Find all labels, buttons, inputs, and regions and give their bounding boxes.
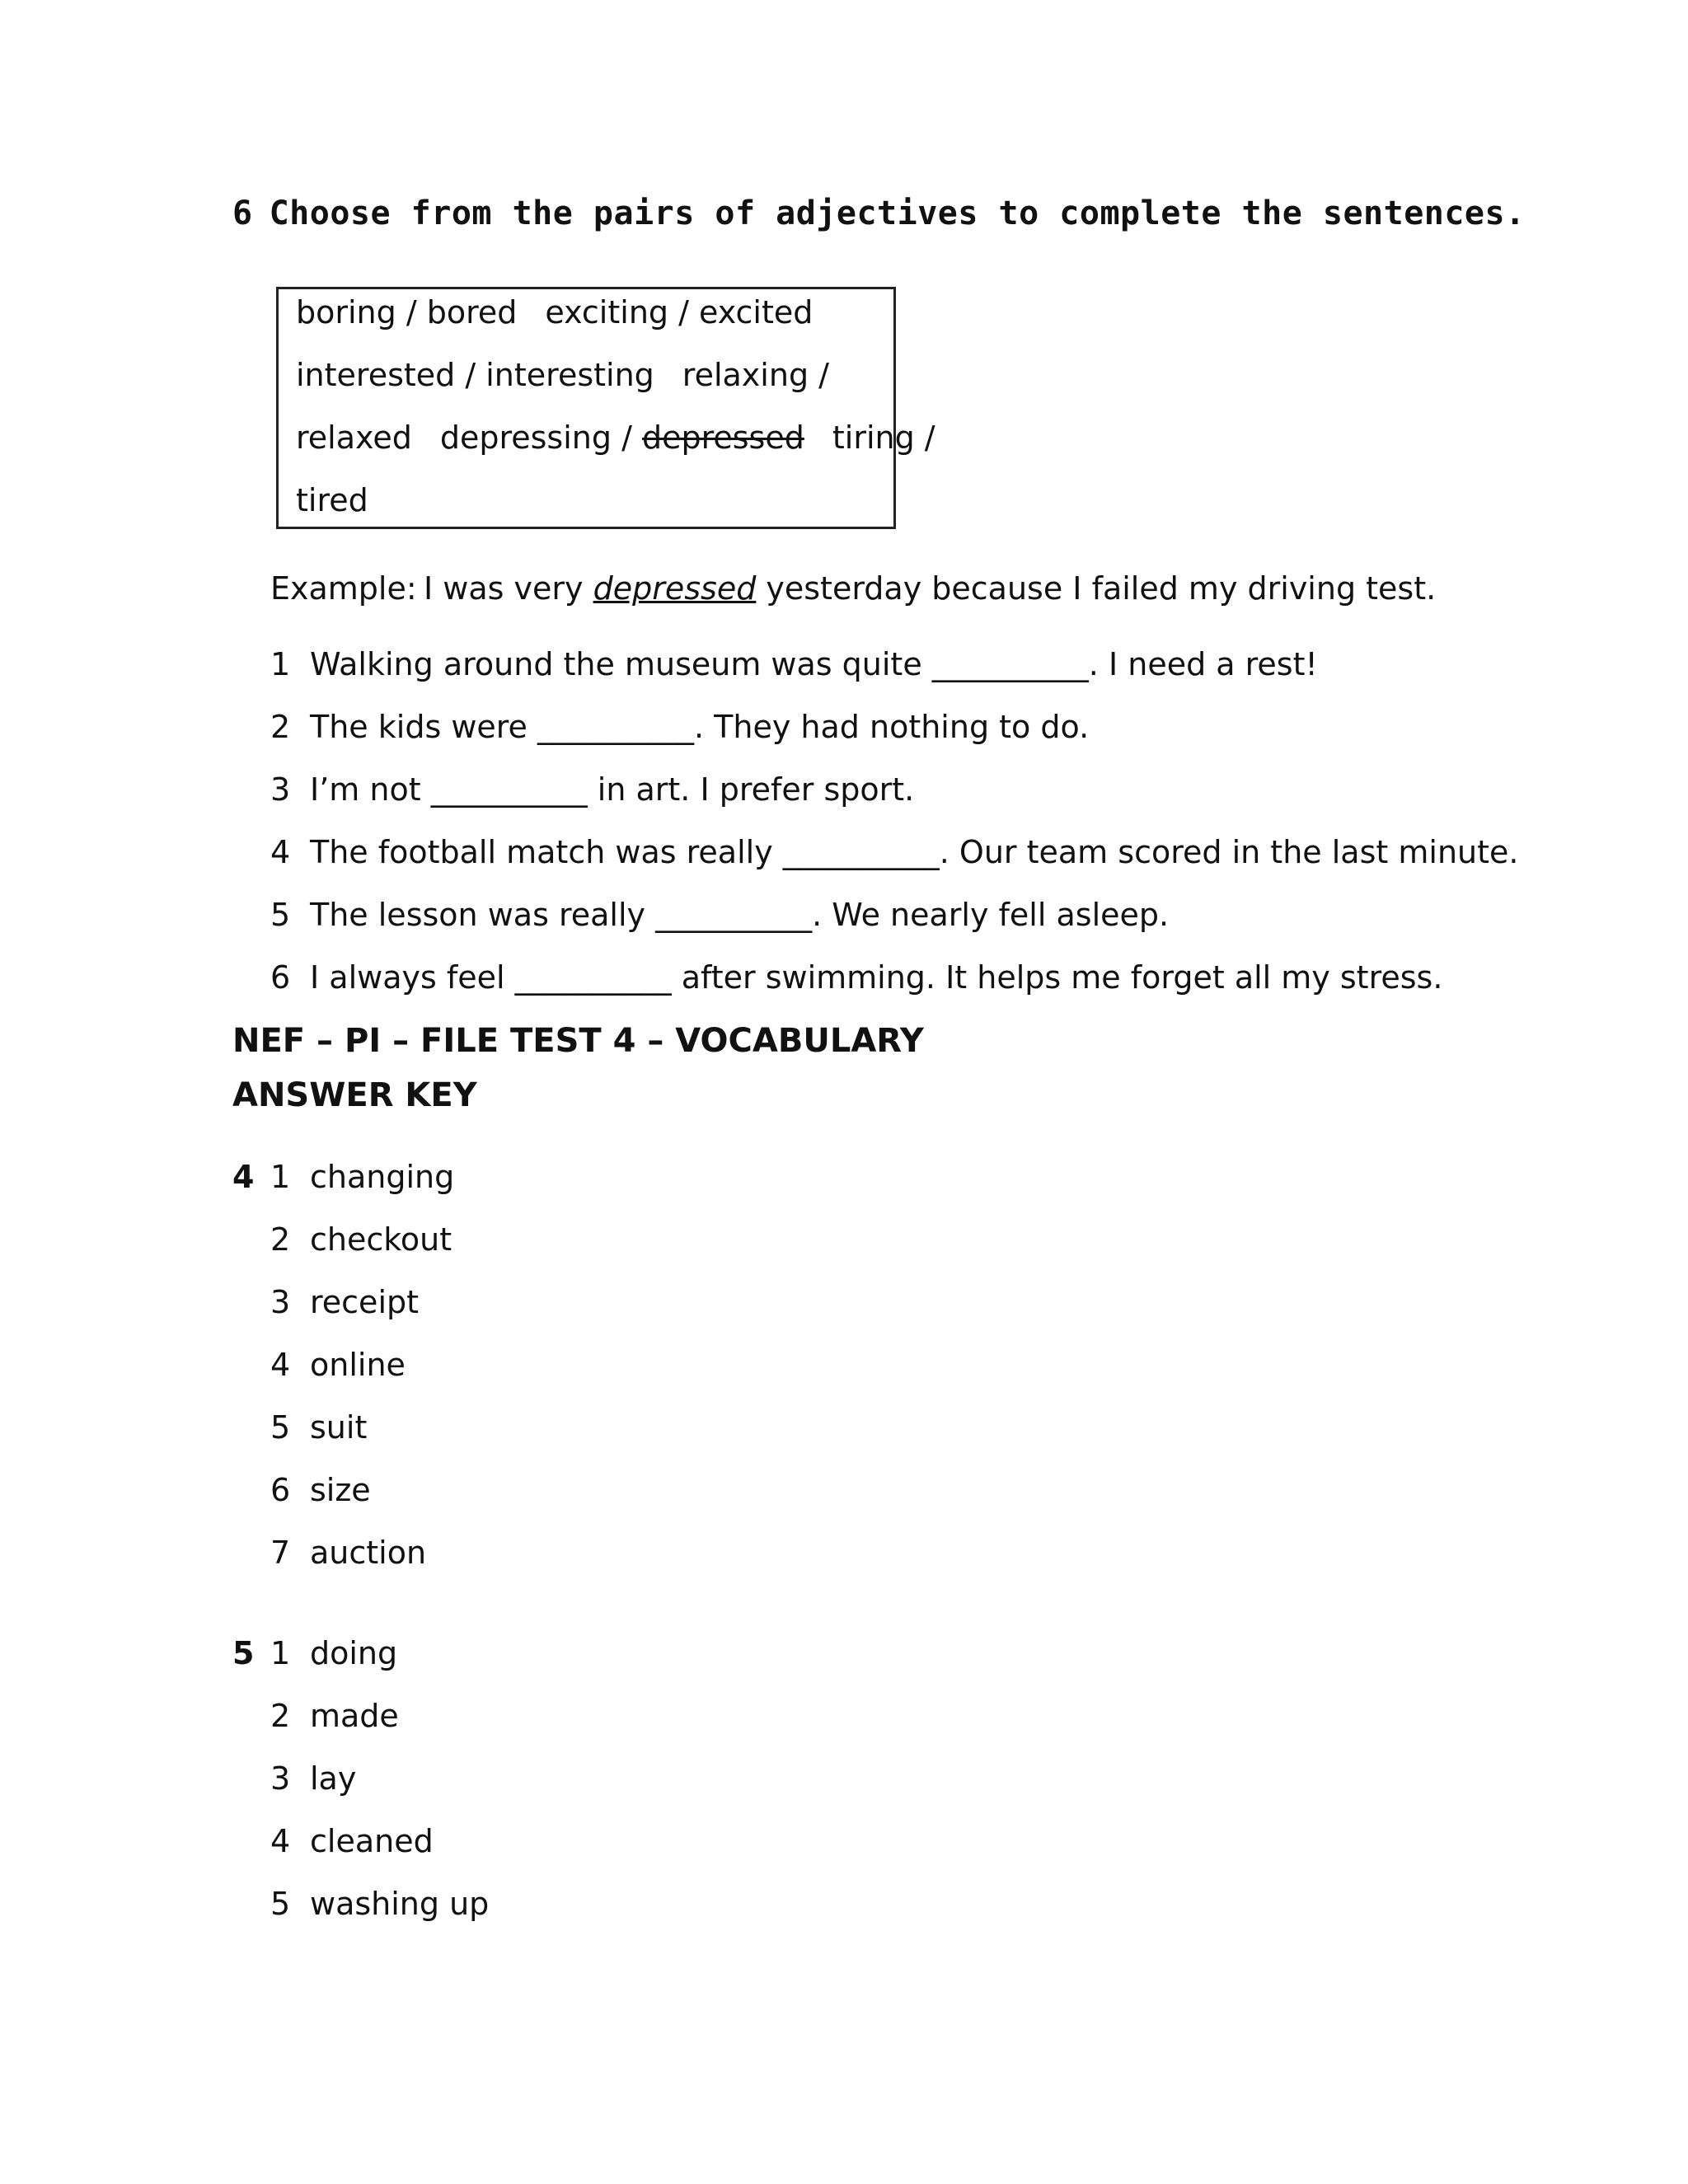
answer-key-title: NEF – PI – FILE TEST 4 – VOCABULARY — [232, 1022, 924, 1060]
word-box-line — [296, 357, 829, 393]
example-sentence — [270, 570, 1436, 607]
answer-number: 5 — [270, 1886, 291, 1922]
question-item — [270, 834, 1518, 870]
question-number: 2 — [270, 709, 291, 745]
answer-key-item — [232, 1823, 434, 1859]
answer-number: 4 — [270, 1347, 291, 1383]
crossed-out-word: depressed — [641, 419, 804, 456]
example-answer: depressed — [593, 570, 757, 607]
word-box-line — [296, 294, 813, 330]
answer-text: auction — [310, 1535, 427, 1571]
answer-number: 3 — [270, 1284, 291, 1320]
answer-key-item — [232, 1347, 406, 1383]
question-number: 3 — [270, 771, 291, 808]
question-item — [270, 709, 1089, 745]
answer-key-item — [232, 1284, 419, 1320]
question-number: 6 — [270, 959, 291, 996]
answer-number: 1 — [270, 1635, 291, 1671]
answer-key-item — [232, 1159, 454, 1195]
answer-text: checkout — [310, 1221, 452, 1258]
word-pair: boring / bored — [296, 294, 518, 330]
answer-text: doing — [310, 1635, 398, 1671]
answer-number: 6 — [270, 1472, 291, 1508]
answer-number: 2 — [270, 1221, 291, 1258]
question-text: I’m not __________ in art. I prefer sport. — [310, 771, 915, 808]
answer-number: 2 — [270, 1698, 291, 1734]
question-item — [270, 959, 1442, 996]
answer-number: 7 — [270, 1535, 291, 1571]
word-pair: depressing / — [439, 419, 632, 456]
word-box-line — [296, 419, 935, 456]
word-pair: relaxing / — [682, 357, 829, 393]
exercise-heading — [232, 194, 1526, 232]
answer-text: washing up — [310, 1886, 490, 1922]
question-text: I always feel __________ after swimming. It helps me forget all my stress. — [310, 959, 1443, 996]
answer-group-number: 4 — [232, 1159, 255, 1195]
answer-number: 4 — [270, 1823, 291, 1859]
question-text: The lesson was really __________. We nearly fell asleep. — [310, 897, 1170, 933]
example-text-before: I was very — [424, 570, 593, 607]
answer-text: size — [310, 1472, 371, 1508]
exercise-number: 6 — [232, 194, 253, 232]
question-item — [270, 897, 1169, 933]
answer-text: lay — [310, 1760, 357, 1797]
word-pair: tired — [296, 482, 368, 518]
answer-number: 3 — [270, 1760, 291, 1797]
answer-key-item — [232, 1698, 399, 1734]
example-label: Example: — [270, 570, 417, 607]
answer-number: 5 — [270, 1409, 291, 1446]
example-text-after: yesterday because I failed my driving test. — [756, 570, 1437, 607]
answer-key-item — [232, 1221, 452, 1258]
word-pair: exciting / excited — [545, 294, 814, 330]
answer-text: online — [310, 1347, 406, 1383]
question-text: The football match was really __________. Our team scored in the last minute. — [310, 834, 1519, 870]
question-item — [270, 646, 1318, 682]
word-pair: interested / interesting — [296, 357, 654, 393]
exercise-instruction: Choose from the pairs of adjectives to complete the sentences. — [269, 194, 1526, 232]
answer-number: 1 — [270, 1159, 291, 1195]
answer-text: made — [310, 1698, 399, 1734]
answer-group-number: 5 — [232, 1635, 255, 1671]
answer-key-item — [232, 1760, 356, 1797]
answer-key-item — [232, 1472, 371, 1508]
adjective-word-box — [276, 287, 935, 529]
question-text: Walking around the museum was quite __________. I need a rest! — [310, 646, 1318, 682]
answer-text: cleaned — [310, 1823, 434, 1859]
answer-text: changing — [310, 1159, 455, 1195]
question-number: 5 — [270, 897, 291, 933]
question-number: 4 — [270, 834, 291, 870]
answer-text: receipt — [310, 1284, 420, 1320]
question-number: 1 — [270, 646, 291, 682]
word-pair: tiring / — [832, 419, 935, 456]
word-pair: relaxed — [296, 419, 412, 456]
answer-key-item — [232, 1409, 367, 1446]
answer-key-item — [232, 1886, 489, 1922]
question-text: The kids were __________. They had nothing to do. — [310, 709, 1090, 745]
word-box-line — [296, 482, 368, 518]
answer-key-subtitle: ANSWER KEY — [232, 1076, 477, 1114]
answer-text: suit — [310, 1409, 368, 1446]
question-item — [270, 771, 914, 808]
answer-key-item — [232, 1535, 426, 1571]
answer-key-item — [232, 1635, 397, 1671]
